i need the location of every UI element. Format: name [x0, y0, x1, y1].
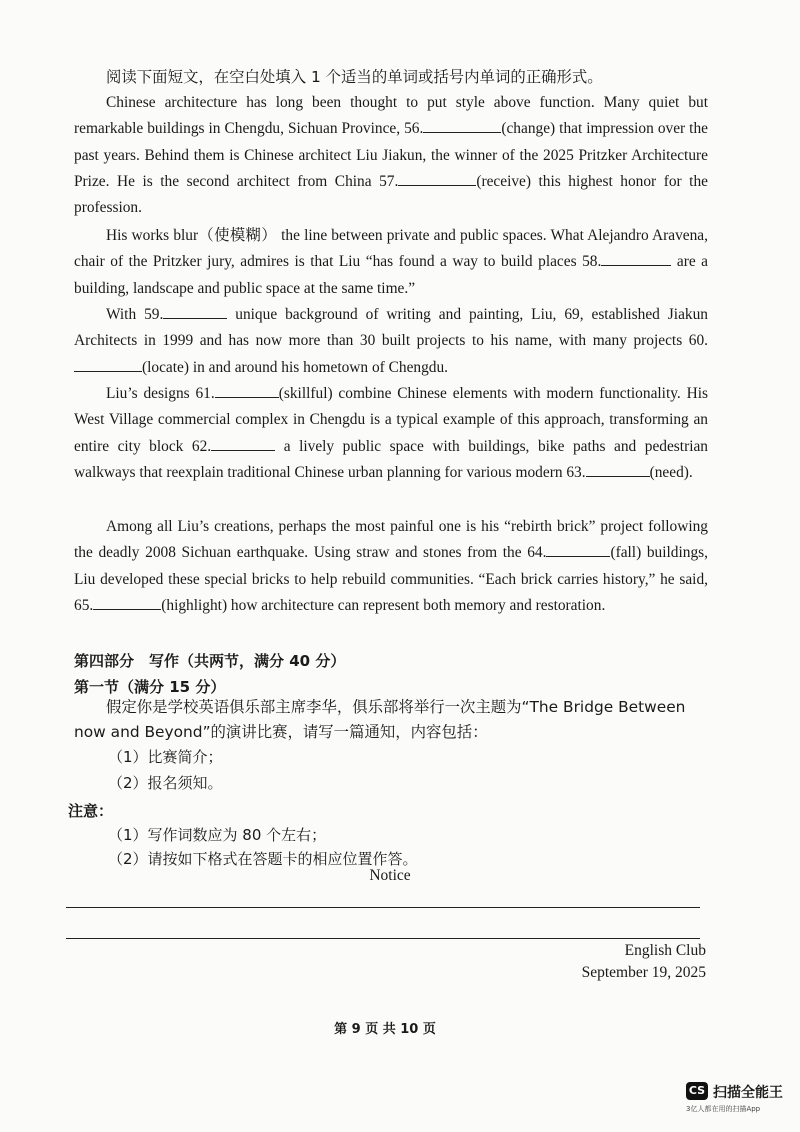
note-item-1: （1）写作词数应为 80 个左右；: [108, 826, 327, 844]
blank-62[interactable]: [211, 434, 275, 451]
instruction: 阅读下面短文，在空白处填入 1 个适当的单词或括号内单词的正确形式。: [106, 68, 603, 86]
blank-63[interactable]: [586, 460, 650, 477]
task-item-1: （1）比赛简介；: [108, 748, 223, 766]
task-item-2: （2）报名须知。: [108, 774, 223, 792]
blank-59[interactable]: [163, 302, 227, 319]
passage-paragraph-3: With 59. unique background of writing and painting, Liu, 69, established Jiakun Architects in 1999 and has now more than 30 built projects to his name, with many projects 60.(locate) in and around his hometown of Chengdu.: [74, 302, 708, 381]
passage-paragraph-4: Liu’s designs 61. (skillful) combine Chinese elements with modern functionality. His West Village commercial complex in Chengdu is a typical example of this approach, transforming an entire city block 62. a lively public space with buildings, bike paths and pedestrian walkways that reexplain traditional Chinese urban planning for various modern 63. (need).: [74, 381, 708, 486]
passage-paragraph-5: Among all Liu’s creations, perhaps the most painful one is his “rebirth brick” project following the deadly 2008 Sichuan earthquake. Using straw and stones from the 64. (fall) buildings, Liu developed these special bricks to help rebuild communities. “Each brick carries history,” he said, 65. (highlight) how architecture can represent both memory and restoration.: [74, 518, 709, 614]
blank-60[interactable]: [74, 355, 142, 372]
blank-58[interactable]: [601, 249, 671, 266]
watermark-name: 扫描全能王: [713, 1085, 783, 1101]
scanner-watermark: [686, 1082, 786, 1122]
blank-61[interactable]: [215, 381, 279, 398]
section-heading-part4: 第四部分 写作（共两节，满分 40 分）: [74, 652, 346, 670]
signature-org: English Club: [624, 942, 706, 959]
watermark-tagline: 3亿人都在用的扫描App: [686, 1105, 761, 1113]
notice-title: Notice: [369, 867, 411, 884]
signature-date: September 19, 2025: [581, 964, 706, 981]
notes-label: 注意：: [68, 802, 114, 820]
writing-task: 假定你是学校英语俱乐部主席李华，俱乐部将举行一次主题为“The Bridge Between now and Beyond”的演讲比赛，请写一篇通知，内容包括：: [74, 698, 686, 741]
page-number: 第 9 页 共 10 页: [334, 1022, 436, 1037]
section-heading-part1: 第一节（满分 15 分）: [74, 678, 226, 696]
blank-56[interactable]: [423, 116, 501, 133]
passage-paragraph-1: Chinese architecture has long been thought to put style above function. Many quiet but remarkable buildings in Chengdu, Sichuan Province, 56. (change) that impression over the past years. Behind them is Chinese architect Liu Jiakun, the winner of the 2025 Pritzker Architecture Prize. He is the second architect from China 57. (receive) this highest honor for the profession.: [74, 94, 708, 217]
passage-paragraph-2: His works blur（使模糊） the line between private and public spaces. What Alejandro Aravena, chair of the Pritzker jury, admires is that Liu “has found a way to build places 58. are a building, landscape and public space at the same time.”: [74, 226, 708, 297]
camscanner-logo-icon: CS: [686, 1082, 708, 1100]
blank-57[interactable]: [398, 169, 476, 186]
blank-64[interactable]: [546, 540, 610, 557]
answer-line-2[interactable]: [66, 938, 700, 939]
blank-65[interactable]: [93, 593, 161, 610]
answer-line-1[interactable]: [66, 907, 700, 908]
note-item-2: （2）请按如下格式在答题卡的相应位置作答。: [108, 850, 418, 868]
